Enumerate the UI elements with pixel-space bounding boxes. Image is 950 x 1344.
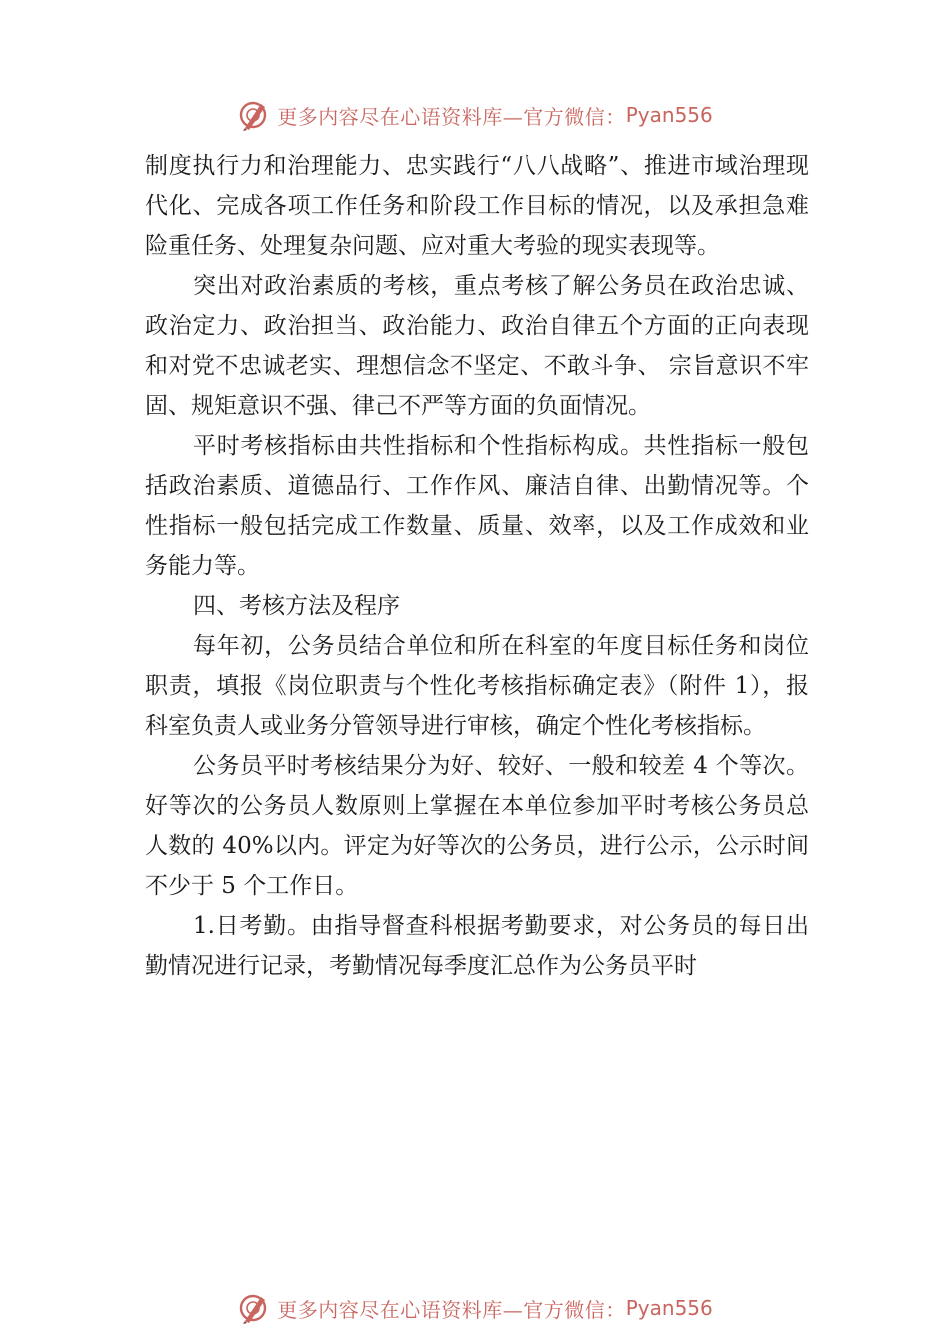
paragraph: 突出对政治素质的考核，重点考核了解公务员在政治忠诚、政治定力、政治担当、政治能力、政治自律五个方面的正向表现和对党不忠诚老实、理想信念不坚定、不敢斗争、 宗旨意识不牢固、规矩意识不强、律己不严等方面的负面情况。 (145, 273, 809, 419)
footer-banner (0, 1288, 950, 1328)
pen-logo-icon (237, 98, 271, 132)
pen-logo-icon (237, 1291, 271, 1325)
header-banner (0, 95, 950, 135)
paragraph: 1.日考勤。由指导督查科根据考勤要求，对公务员的每日出勤情况进行记录，考勤情况每季度汇总作为公务员平时 (145, 913, 809, 979)
document-body (145, 146, 809, 986)
paragraph: 平时考核指标由共性指标和个性指标构成。共性指标一般包括政治素质、道德品行、工作作风、廉洁自律、出勤情况等。个性指标一般包括完成工作数量、质量、效率，以及工作成效和业务能力等。 (145, 433, 809, 579)
paragraph: 每年初，公务员结合单位和所在科室的年度目标任务和岗位职责，填报《岗位职责与个性化考核指标确定表》（附件 1），报科室负责人或业务分管领导进行审核，确定个性化考核指标。 (145, 633, 809, 739)
paragraph: 公务员平时考核结果分为好、较好、一般和较差 4 个等次。好等次的公务员人数原则上掌握在本单位参加平时考核公务员总人数的 40%以内。评定为好等次的公务员，进行公示，公示时间不少于 5 个工作日。 (145, 753, 809, 899)
header-wechat-id: Pyan556 (625, 103, 713, 127)
footer-wechat-id: Pyan556 (625, 1296, 713, 1320)
header-text: 更多内容尽在心语资料库—官方微信： (277, 104, 626, 129)
footer-text: 更多内容尽在心语资料库—官方微信： (277, 1297, 626, 1322)
paragraph: 制度执行力和治理能力、忠实践行“八八战略”、推进市域治理现代化、完成各项工作任务和阶段工作目标的情况，以及承担急难险重任务、处理复杂问题、应对重大考验的现实表现等。 (145, 153, 809, 259)
section-heading: 四、考核方法及程序 (193, 593, 400, 619)
